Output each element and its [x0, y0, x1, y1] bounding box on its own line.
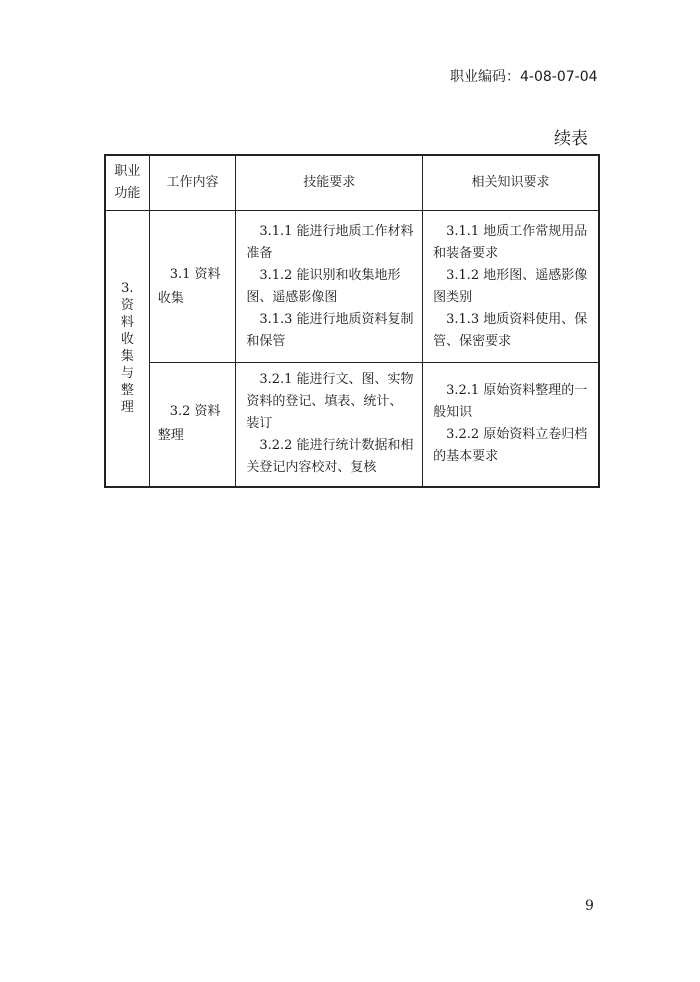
knowledge-item: 3.2.1 原始资料整理的一般知识: [433, 383, 588, 421]
knowledge-item: 3.2.2 原始资料立卷归档的基本要求: [433, 427, 588, 465]
header-knowledge: 相关知识要求: [423, 155, 599, 211]
page-number: 9: [585, 898, 594, 914]
function-cell: [105, 211, 149, 487]
work-cell: [149, 363, 236, 487]
work-line: 整理: [157, 428, 184, 444]
skills-cell: [236, 211, 423, 363]
function-char: 集: [120, 349, 134, 365]
knowledge-item: 3.1.1 地质工作常规用品和装备要求: [433, 223, 588, 261]
skill-item: 3.1.1 能进行地质工作材料准备: [246, 223, 414, 261]
header-work: 工作内容: [149, 155, 236, 211]
knowledge-cell: [423, 211, 599, 363]
occupation-code: 职业编码：4-08-07-04: [450, 69, 598, 85]
function-char: 理: [120, 400, 134, 416]
skill-item: 3.2.2 能进行统计数据和相关登记内容校对、复核: [246, 438, 414, 476]
skill-item: 3.2.1 能进行文、图、实物资料的登记、填表、统计、装订: [246, 372, 414, 432]
function-char: 收: [120, 332, 134, 348]
table-row: [105, 211, 599, 363]
skills-cell: [236, 363, 423, 487]
continued-label: 续表: [554, 129, 588, 149]
header-skills: 技能要求: [236, 155, 423, 211]
header-function-line1: 职业: [114, 164, 141, 179]
knowledge-cell: [423, 363, 599, 487]
skill-item: 3.1.3 能进行地质资料复制和保管: [246, 311, 414, 349]
function-char: 资: [120, 298, 134, 314]
function-char: 整: [120, 383, 134, 399]
knowledge-item: 3.1.2 地形图、遥感影像图类别: [433, 267, 588, 305]
table-row: [105, 363, 599, 487]
function-number: 3.: [121, 281, 134, 297]
work-line: 收集: [157, 290, 184, 306]
header-function: [105, 155, 149, 211]
table-header-row: [105, 155, 599, 211]
work-line: 3.1 资料: [169, 266, 221, 282]
work-cell: [149, 211, 236, 363]
skills-table: [104, 154, 600, 488]
header-function-line2: 功能: [114, 186, 141, 201]
skill-item: 3.1.2 能识别和收集地形图、遥感影像图: [246, 267, 401, 305]
function-char: 与: [120, 366, 134, 382]
work-line: 3.2 资料: [169, 404, 221, 420]
function-char: 料: [120, 315, 134, 331]
knowledge-item: 3.1.3 地质资料使用、保管、保密要求: [433, 311, 588, 349]
